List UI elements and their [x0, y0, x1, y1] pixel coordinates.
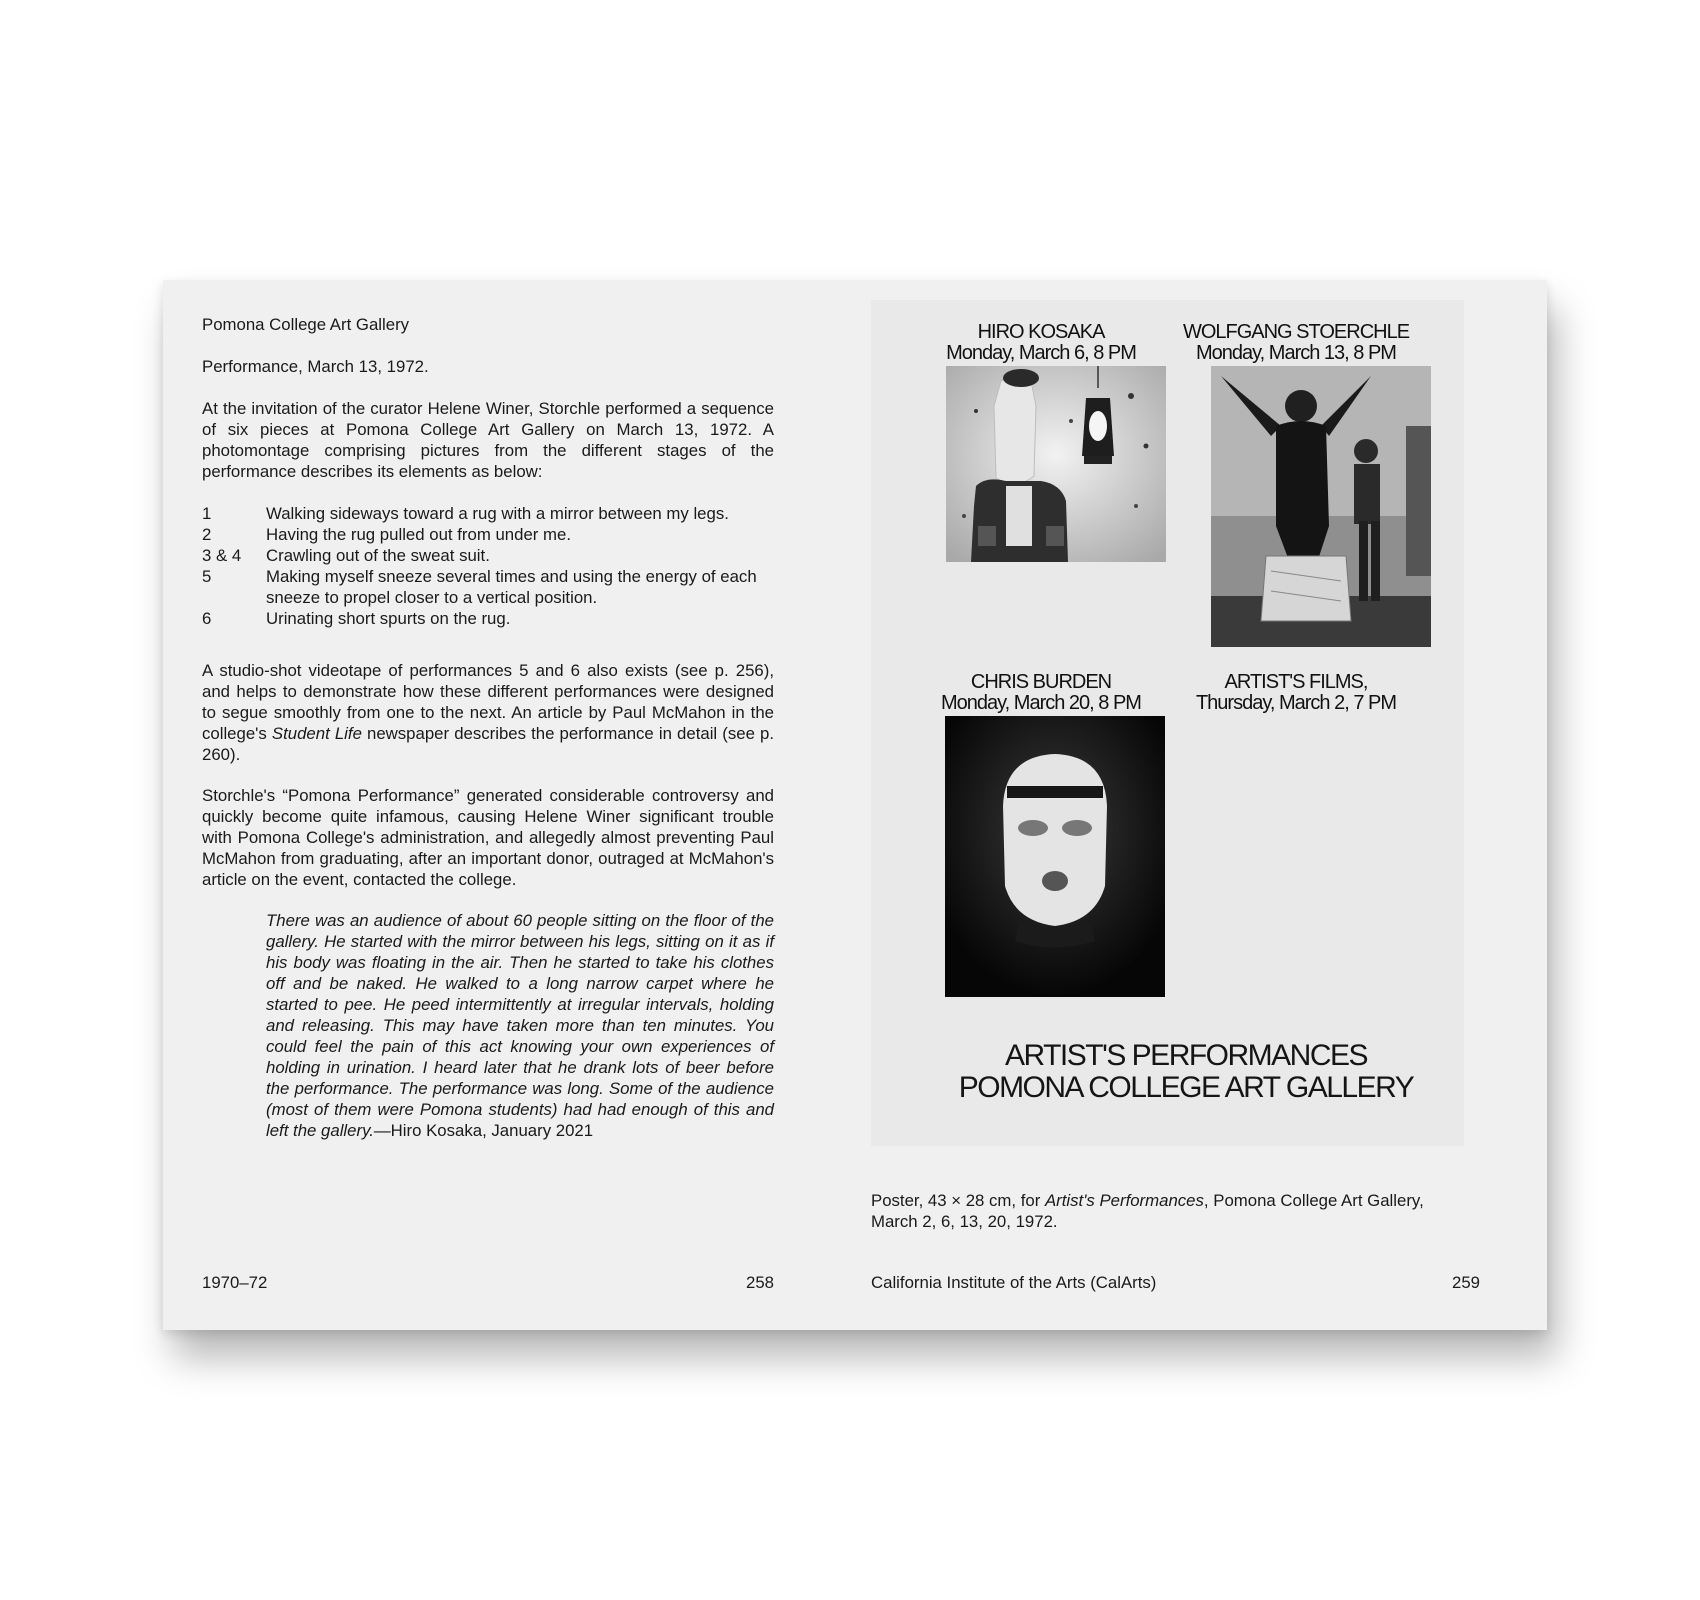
performance-elements-list	[202, 503, 774, 629]
footer-years: 1970–72	[202, 1273, 268, 1292]
intro-paragraph: At the invitation of the curator Helene Winer, Storchle performed a sequence of six pieces at Pomona College Art Gallery on March 13, 1972. A photomontage comprising pictures from the different stages of the performance describes its elements as below:	[202, 399, 774, 481]
poster-caption: Poster, 43 × 28 cm, for Artist's Performances, Pomona College Art Gallery, March 2, 6, 13, 20, 1972.	[871, 1191, 1424, 1231]
chris-burden-photo	[945, 716, 1165, 997]
book-spread	[163, 280, 1547, 1330]
right-page	[855, 280, 1547, 1330]
footer-institution: California Institute of the Arts (CalArts)	[871, 1273, 1157, 1292]
list-item: 3 & 4 Crawling out of the sweat suit.	[202, 546, 490, 565]
poster-event-title: WOLFGANG STOERCHLE Monday, March 13, 8 PM	[1182, 321, 1410, 364]
kosaka-quote: There was an audience of about 60 people sitting on the floor of the gallery. He started with the mirror between his legs, sitting on it as if his body was floating in the air. Then he started to take his clothes off and be naked. He walked to a long narrow carpet where he started to pee. He peed intermittently at irregular intervals, holding and releasing. This may have taken more than ten minutes. You could feel the pain of this act knowing your own experiences of holding in urination. I heard later that he drank lots of beer before the performance. The performance was long. Some of the audience (most of them were Pomona students) had had enough of this and left the gallery.—Hiro Kosaka, January 2021	[266, 911, 774, 1140]
list-item: 1 Walking sideways toward a rug with a mirror between my legs.	[202, 504, 729, 523]
page-number-left: 258	[746, 1273, 774, 1292]
poster-main-title: ARTIST'S PERFORMANCES POMONA COLLEGE ART GALLERY	[958, 1039, 1414, 1104]
poster-event-title: ARTIST'S FILMS, Thursday, March 2, 7 PM	[1195, 671, 1397, 714]
list-item: 5 Making myself sneeze several times and using the energy of each sneeze to propel closer to a vertical position.	[202, 567, 757, 607]
performance-date-heading: Performance, March 13, 1972.	[202, 357, 429, 376]
poster-event-title: HIRO KOSAKA Monday, March 6, 8 PM	[946, 321, 1136, 364]
left-page	[163, 280, 855, 1330]
videotape-paragraph: A studio-shot videotape of performances 5 and 6 also exists (see p. 256), and helps to demonstrate how these different performances were designed to segue smoothly from one to the next. An article by Paul McMahon in the college's Student Life newspaper describes the performance in detail (see p. 260).	[202, 661, 774, 764]
list-item: 6 Urinating short spurts on the rug.	[202, 609, 511, 628]
list-item: 2 Having the rug pulled out from under me.	[202, 525, 572, 544]
controversy-paragraph: Storchle's “Pomona Performance” generated considerable controversy and quickly become quite infamous, causing Helene Winer significant trouble with Pomona College's administration, and allegedly almost preventing Paul McMahon from graduating, after an important donor, outraged at McMahon's article on the event, contacted the college.	[202, 786, 774, 889]
section-heading: Pomona College Art Gallery	[202, 315, 410, 334]
page-number-right: 259	[1452, 1273, 1480, 1292]
event-poster	[871, 300, 1464, 1146]
poster-event-title: CHRIS BURDEN Monday, March 20, 8 PM	[941, 671, 1141, 714]
hiro-kosaka-photo	[946, 366, 1166, 562]
wolfgang-stoerchle-photo	[1211, 366, 1431, 647]
